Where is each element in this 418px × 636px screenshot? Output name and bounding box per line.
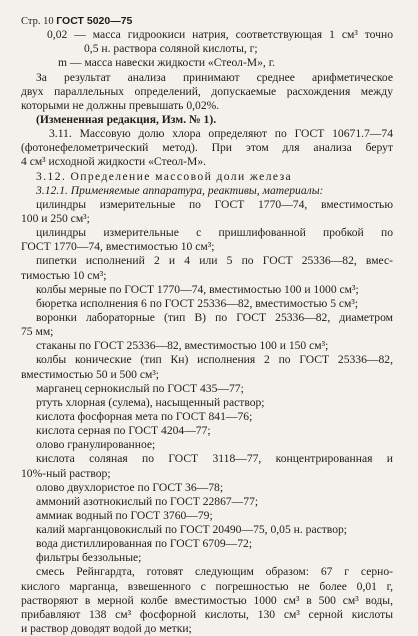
page-number: Стр. 10 — [21, 16, 54, 27]
amendment-note: (Измененная редакция, Изм. № 1). — [36, 113, 217, 126]
text-line: смесь Рейнгардта, готовят следующим образом: 67 г серно- — [36, 565, 393, 579]
text-line: ртуть хлорная (сулема), насыщенный раствор; — [36, 395, 265, 409]
text-line: m — масса навески жидкости «Стеол-М», г. — [58, 56, 276, 70]
text-line: аммоний азотнокислый по ГОСТ 22867—77; — [36, 494, 259, 508]
text-line: 0,5 н. раствора соляной кислоты, г; — [84, 42, 258, 56]
text-line: 4 см³ исходной жидкости «Стеол-М». — [21, 155, 207, 169]
text-line: кислота серная по ГОСТ 4204—77; — [36, 424, 211, 437]
text-line: и раствор доводят водой до метки; — [21, 622, 192, 635]
text-line: 0,02 — масса гидроокиси натрия, соответствующая 1 см³ точно — [47, 28, 393, 42]
text-line: вместимостью 50 и 500 см³; — [21, 367, 160, 381]
standard-number: ГОСТ 5020—75 — [56, 15, 133, 27]
text-line: 3.11. Массовую долю хлора определяют по ГОСТ 10671.7—74 — [49, 127, 393, 141]
text-line: ГОСТ 1770—74, вместимостью 10 см³; — [21, 240, 215, 254]
text-line: калий марганцовокислый по ГОСТ 20490—75, 0,05 н. раствор; — [36, 523, 348, 536]
page-header — [21, 14, 132, 29]
text-line: марганец сернокислый по ГОСТ 435—77; — [36, 381, 244, 395]
section-heading: 3.12. Определение массовой доли железа — [36, 169, 293, 183]
text-line: аммиак водный по ГОСТ 3760—79; — [36, 508, 213, 522]
text-line: вода дистиллированная по ГОСТ 6709—72; — [36, 537, 253, 551]
text-line: цилиндры измерительные по ГОСТ 1770—74, вместимостью — [36, 197, 393, 211]
text-line: которыми не должны превышать 0,02%. — [21, 98, 220, 112]
text-line: бюретка исполнения 6 по ГОСТ 25336—82, вместимостью 5 см³; — [36, 296, 359, 310]
text-line: тимостью 10 см³; — [21, 268, 107, 282]
text-line: олово двухлористое по ГОСТ 36—78; — [36, 480, 224, 494]
text-line: колбы мерные по ГОСТ 1770—74, вместимостью 100 и 1000 см³; — [36, 282, 359, 296]
text-line: воронки лабораторные (тип В) по ГОСТ 25336—82, диаметром — [36, 310, 393, 324]
text-line: кислота фосфорная мета по ГОСТ 841—76; — [36, 409, 253, 423]
text-line: пипетки исполнений 2 и 4 или 5 по ГОСТ 25336—82, вмес- — [36, 254, 393, 268]
text-line: цилиндры измерительные с пришлифованной пробкой по — [36, 226, 393, 240]
text-line: колбы конические (тип Кн) исполнения 2 по ГОСТ 25336—82, — [36, 353, 393, 367]
text-line: 100 и 250 см³; — [21, 212, 90, 225]
text-line: За результат анализа принимают среднее арифметическое — [36, 70, 393, 84]
text-line: стаканы по ГОСТ 25336—82, вместимостью 100 и 150 см³; — [36, 339, 329, 353]
text-line: прибавляют 138 см³ фосфорной кислоты, 130 см³ серной кислоты — [21, 607, 393, 621]
text-line: 10%-ный раствор; — [21, 466, 111, 480]
text-line: кислота соляная по ГОСТ 3118—77, концентрированная и — [36, 452, 393, 466]
text-line: двух параллельных определений, допускаемые расхождения между — [21, 84, 393, 98]
text-line: растворяют в мерной колбе вместимостью 1000 см³ в 500 см³ воды, — [21, 593, 393, 607]
text-line: олово гранулированное; — [36, 438, 156, 452]
subsection-heading: 3.12.1. Применяемые аппаратура, реактивы, материалы: — [36, 183, 324, 197]
text-line: кислого марганца, взвешенного с погрешностью не более 0,01 г, — [21, 579, 393, 593]
text-line: 75 мм; — [21, 325, 54, 339]
text-line: фильтры беззольные; — [36, 551, 142, 565]
text-line: (фотонефелометрический метод). При этом для анализа берут — [21, 141, 393, 155]
